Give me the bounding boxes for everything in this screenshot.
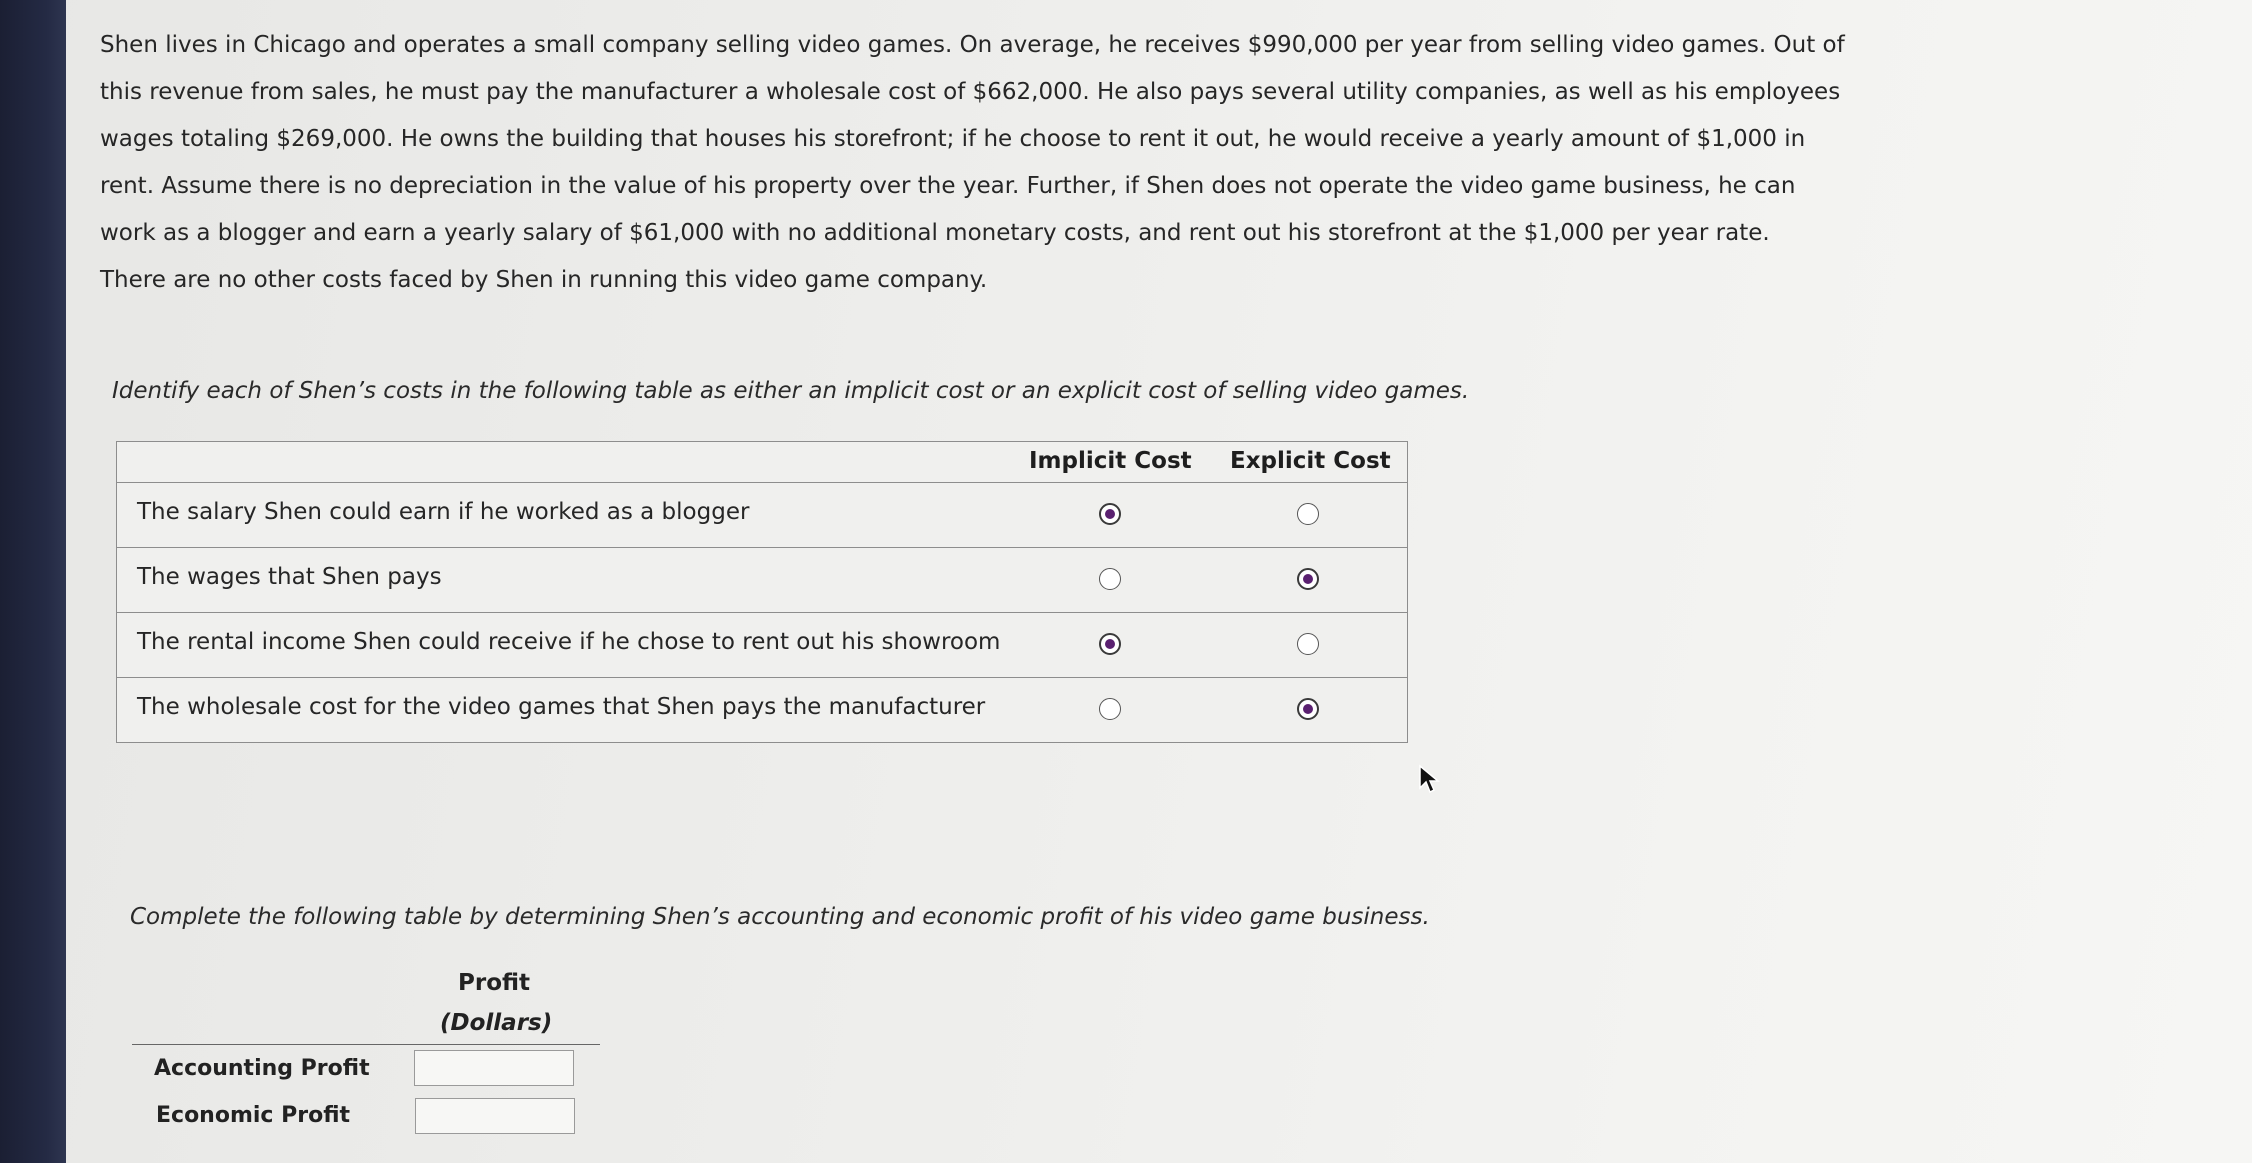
profit-header-divider — [132, 1044, 600, 1045]
economic-profit-input[interactable] — [415, 1098, 575, 1134]
paragraph-line-1: Shen lives in Chicago and operates a small company selling video games. On average, he receives $990,000 per year from selling video games. Out of — [100, 32, 1845, 58]
row-label-wholesale-cost: The wholesale cost for the video games that Shen pays the manufacturer — [137, 694, 986, 720]
radio-blogger-salary-implicit[interactable] — [1099, 503, 1121, 525]
radio-wholesale-cost-implicit[interactable] — [1099, 698, 1121, 720]
accounting-profit-label: Accounting Profit — [154, 1056, 370, 1081]
left-sidebar-edge — [0, 0, 66, 1163]
radio-rental-income-implicit[interactable] — [1099, 633, 1121, 655]
profit-table-prompt: Complete the following table by determining Shen’s accounting and economic profit of his video game business. — [130, 904, 1430, 930]
radio-blogger-salary-explicit[interactable] — [1297, 503, 1319, 525]
row-label-wages: The wages that Shen pays — [137, 564, 442, 590]
profit-unit-header: (Dollars) — [440, 1010, 553, 1036]
radio-rental-income-explicit[interactable] — [1297, 633, 1319, 655]
implicit-cost-header: Implicit Cost — [1029, 448, 1192, 474]
paragraph-line-5: work as a blogger and earn a yearly salary of $61,000 with no additional monetary costs, and rent out his storefront at the $1,000 per year rate. — [100, 220, 1770, 246]
paragraph-line-4: rent. Assume there is no depreciation in the value of his property over the year. Further, if Shen does not operate the video game business, he can — [100, 173, 1796, 199]
mouse-pointer-icon — [1418, 764, 1440, 796]
cost-table-prompt: Identify each of Shen’s costs in the following table as either an implicit cost or an explicit cost of selling video games. — [112, 378, 1470, 404]
cost-classification-table — [116, 441, 1408, 743]
table-row — [117, 678, 1407, 742]
economic-profit-label: Economic Profit — [156, 1103, 351, 1128]
table-row — [117, 548, 1407, 613]
radio-wages-explicit[interactable] — [1297, 568, 1319, 590]
table-row — [117, 613, 1407, 678]
paragraph-line-6: There are no other costs faced by Shen in running this video game company. — [100, 267, 988, 293]
radio-wholesale-cost-explicit[interactable] — [1297, 698, 1319, 720]
table-row — [117, 483, 1407, 548]
problem-paragraph — [100, 22, 1900, 304]
question-content — [100, 0, 1900, 1163]
paragraph-line-2: this revenue from sales, he must pay the manufacturer a wholesale cost of $662,000. He also pays several utility companies, as well as his employees — [100, 79, 1841, 105]
radio-wages-implicit[interactable] — [1099, 568, 1121, 590]
paragraph-line-3: wages totaling $269,000. He owns the building that houses his storefront; if he choose to rent it out, he would receive a yearly amount of $1,000 in — [100, 126, 1806, 152]
row-label-rental-income: The rental income Shen could receive if he chose to rent out his showroom — [137, 629, 1001, 655]
row-label-blogger-salary: The salary Shen could earn if he worked as a blogger — [137, 499, 750, 525]
cost-table-header — [117, 442, 1407, 483]
accounting-profit-input[interactable] — [414, 1050, 574, 1086]
profit-column-header: Profit — [458, 970, 531, 996]
explicit-cost-header: Explicit Cost — [1230, 448, 1391, 474]
